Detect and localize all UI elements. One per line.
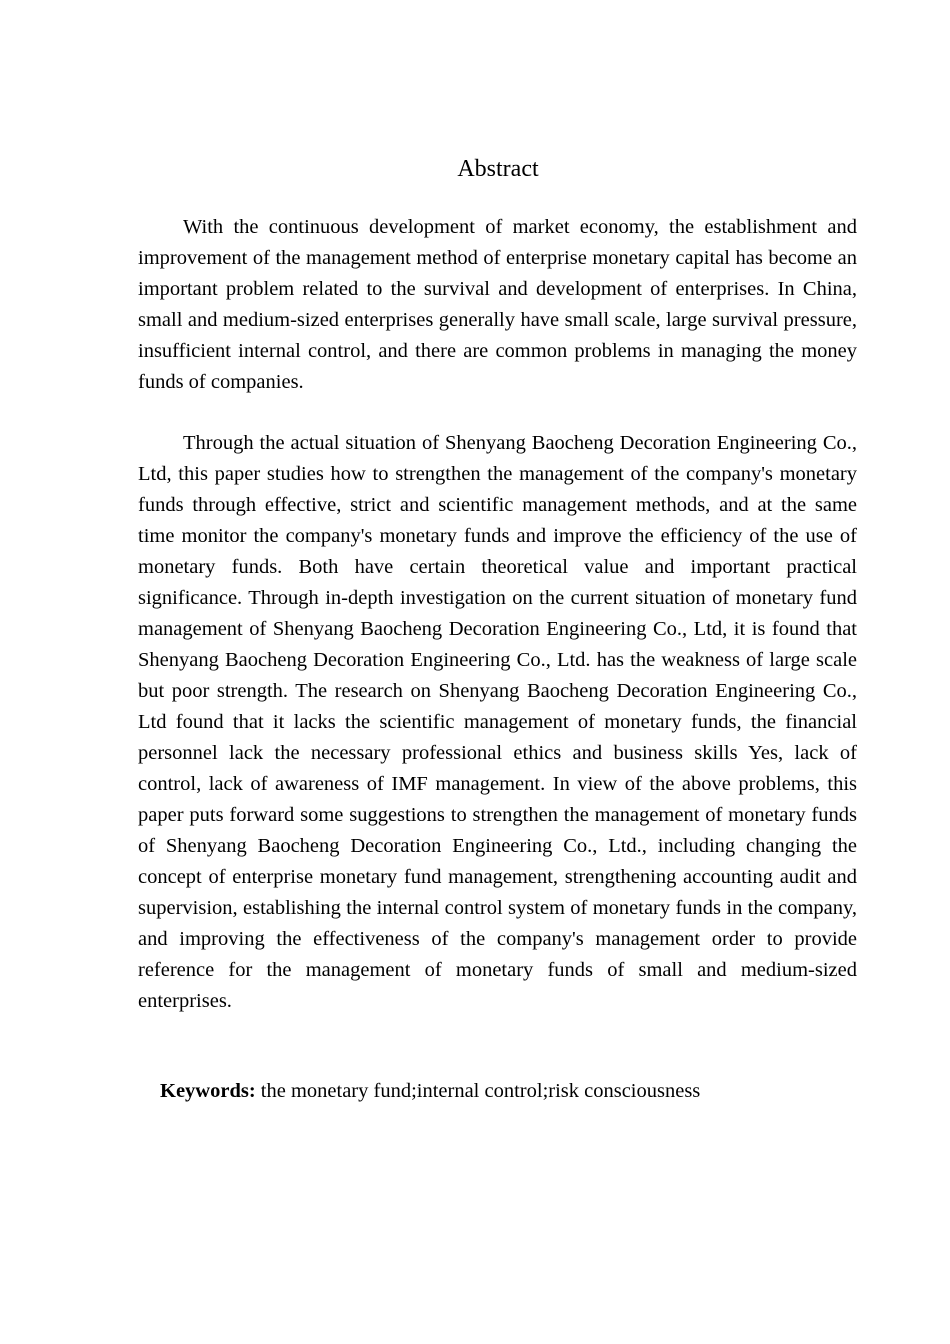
- keywords-line: [160, 1076, 860, 1107]
- abstract-paragraph-1: With the continuous development of market economy, the establishment and improvement of the management method of enterprise monetary capital has become an important problem related to the survival and development of enterprises. In China, small and medium-sized enterprises generally have small scale, large survival pressure, insufficient internal control, and there are common problems in managing the money funds of companies.: [138, 216, 857, 393]
- abstract-paragraph-2: Through the actual situation of Shenyang Baocheng Decoration Engineering Co., Ltd, this paper studies how to strengthen the management of the company's monetary funds through effective, strict and scientific management methods, and at the same time monitor the company's monetary funds and improve the efficiency of the use of monetary funds. Both have certain theoretical value and important practical significance. Through in-depth investigation on the current situation of monetary fund management of Shenyang Baocheng Decoration Engineering Co., Ltd, it is found that Shenyang Baocheng Decoration Engineering Co., Ltd. has the weakness of large scale but poor strength. The research on Shenyang Baocheng Decoration Engineering Co., Ltd found that it lacks the scientific management of monetary funds, the financial personnel lack the necessary professional ethics and business skills Yes, lack of control, lack of awareness of IMF management. In view of the above problems, this paper puts forward some suggestions to strengthen the management of monetary funds of Shenyang Baocheng Decoration Engineering Co., Ltd., including changing the concept of enterprise monetary fund management, strengthening accounting audit and supervision, establishing the internal control system of monetary funds in the company, and improving the effectiveness of the company's management order to provide reference for the management of monetary funds of small and medium-sized enterprises.: [138, 432, 857, 1012]
- abstract-title: Abstract: [457, 156, 539, 182]
- keywords-label: Keywords:: [160, 1080, 256, 1102]
- keywords-text: the monetary fund;internal control;risk consciousness: [255, 1080, 701, 1102]
